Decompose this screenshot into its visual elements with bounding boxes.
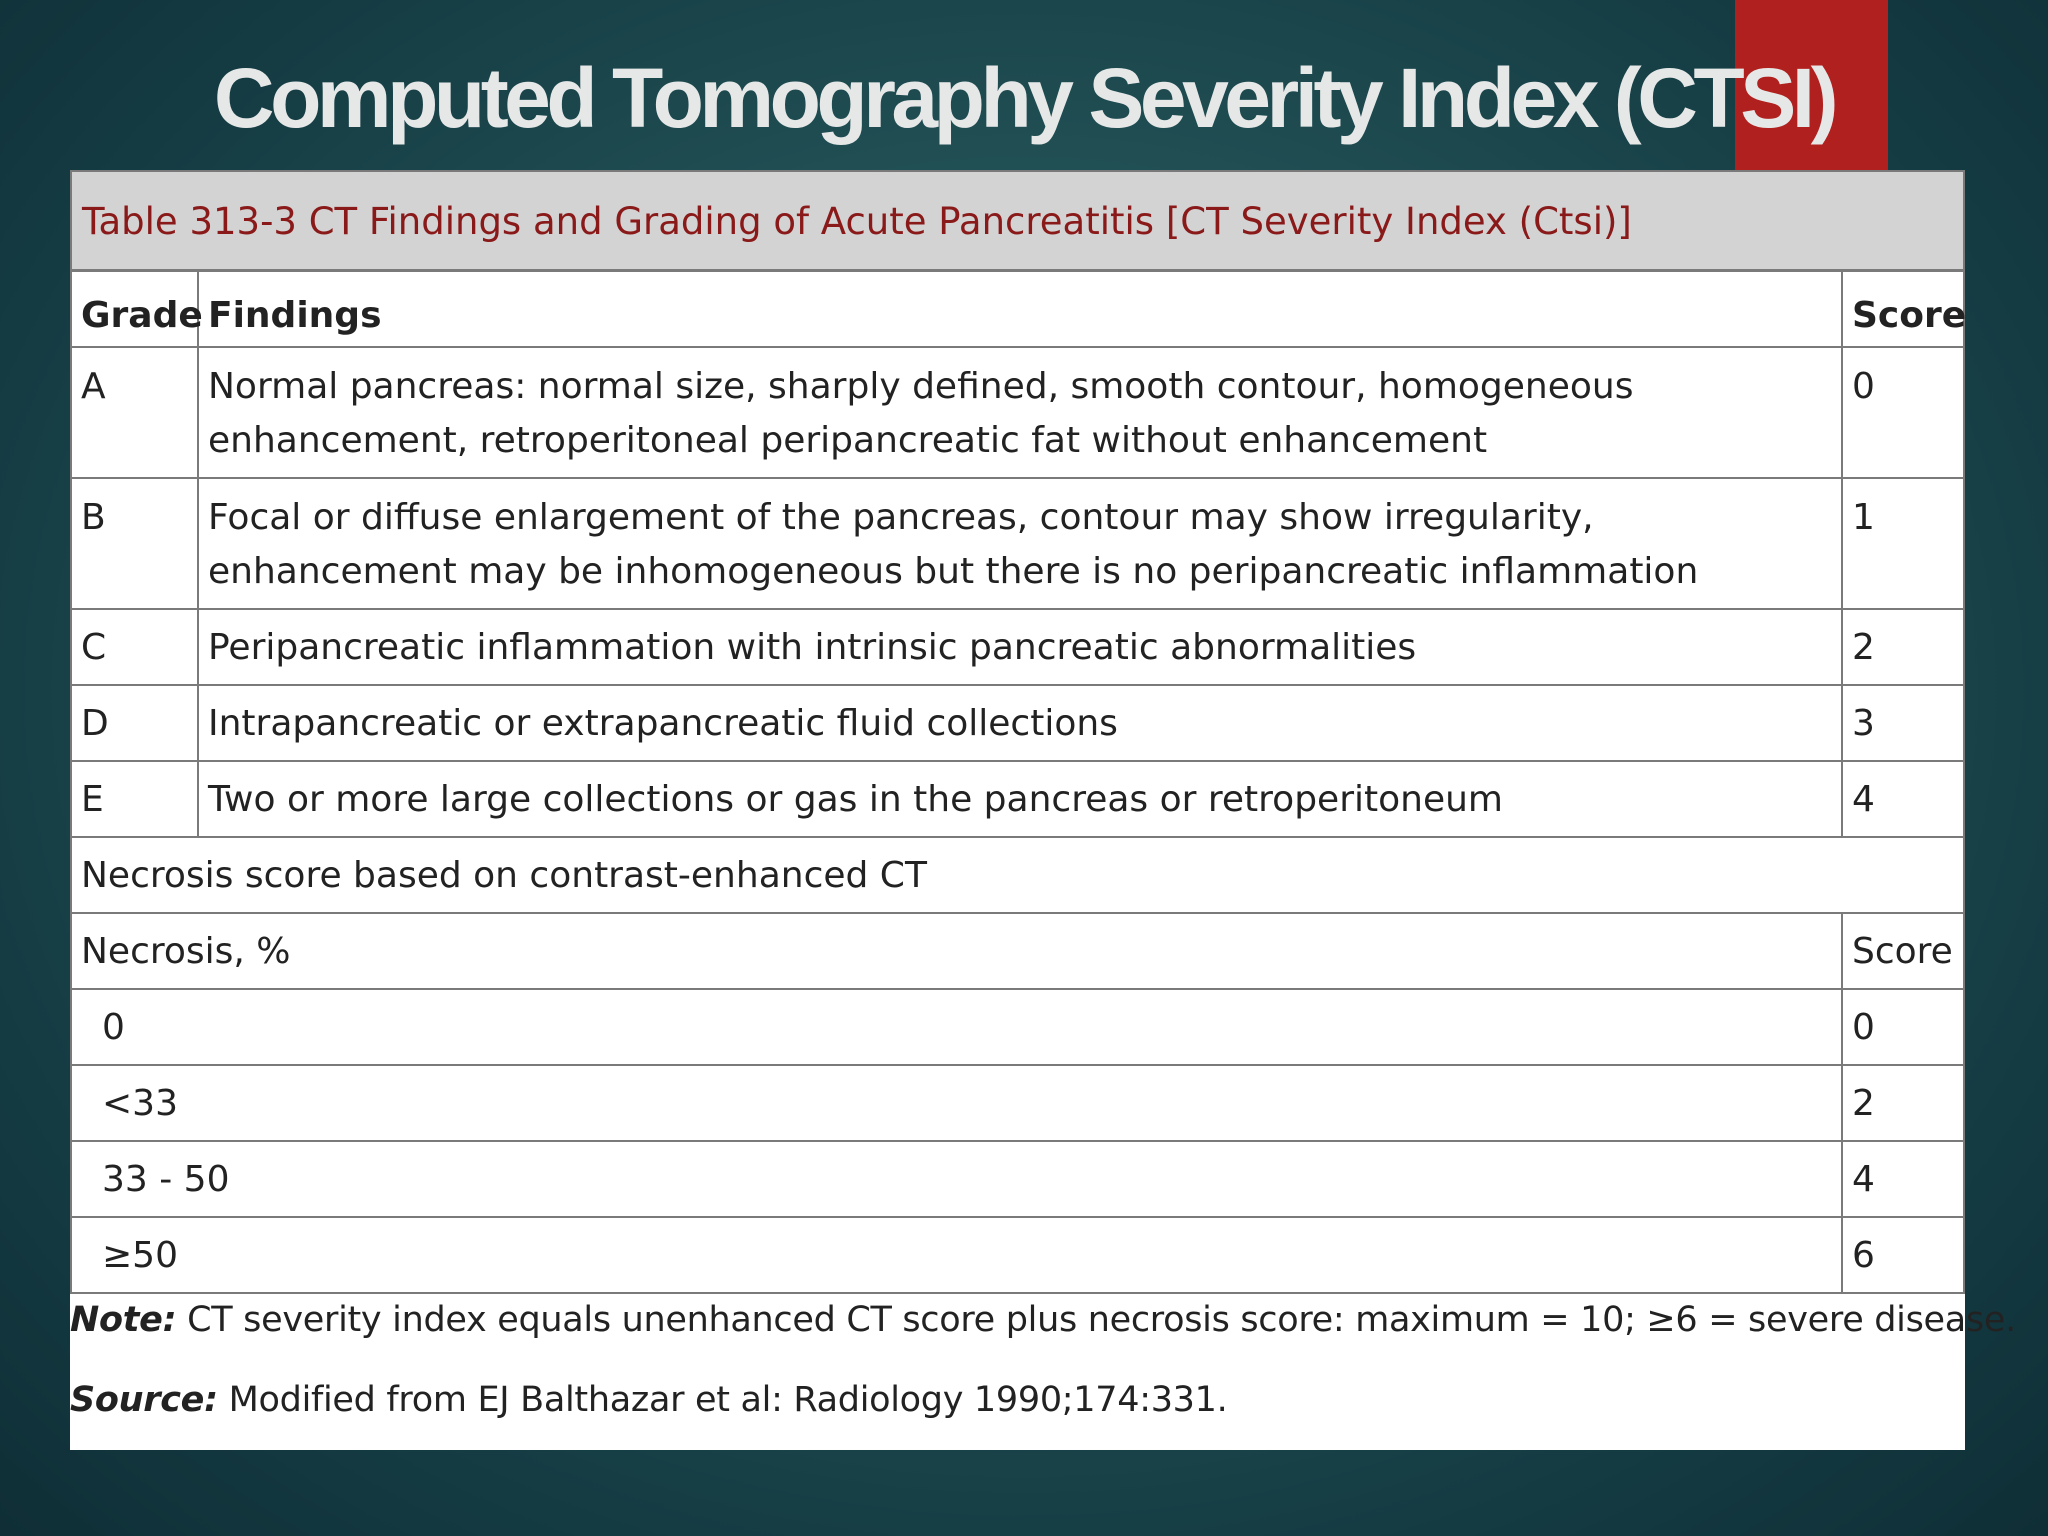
grade-header-row (71, 271, 1964, 347)
necrosis-header: Necrosis, % (71, 913, 1842, 989)
necrosis-score-header: Score (1842, 913, 1964, 989)
table-caption: Table 313-3 CT Findings and Grading of Acute Pancreatitis [CT Severity Index (Ctsi)] (70, 170, 1965, 270)
grade-cell: D (71, 685, 198, 761)
necrosis-percent-cell: 33 - 50 (71, 1141, 1842, 1217)
table-row (71, 1065, 1964, 1141)
finding-cell: Normal pancreas: normal size, sharply defined, smooth contour, homogeneous enhancement, retroperitoneal peripancreatic fat without enhancement (198, 347, 1842, 478)
note-line (70, 1300, 2016, 1340)
necrosis-section-label: Necrosis score based on contrast-enhanced CT (71, 837, 1964, 913)
score-header: Score (1842, 271, 1964, 347)
necrosis-percent-cell: ≥50 (71, 1217, 1842, 1293)
ctsi-table (70, 270, 1965, 1294)
findings-header: Findings (198, 271, 1842, 347)
necrosis-score-cell: 4 (1842, 1141, 1964, 1217)
table-row (71, 609, 1964, 685)
source-text: Modified from EJ Balthazar et al: Radiology 1990;174:331. (217, 1380, 1228, 1420)
grade-cell: B (71, 478, 198, 609)
score-cell: 4 (1842, 761, 1964, 837)
necrosis-score-cell: 6 (1842, 1217, 1964, 1293)
score-cell: 3 (1842, 685, 1964, 761)
slide-title: Computed Tomography Severity Index (CTSI) (213, 51, 1835, 145)
necrosis-header-row (71, 913, 1964, 989)
table-row (71, 1217, 1964, 1293)
table-row (71, 761, 1964, 837)
necrosis-percent-cell: 0 (71, 989, 1842, 1065)
table-row (71, 1141, 1964, 1217)
grade-cell: E (71, 761, 198, 837)
score-cell: 1 (1842, 478, 1964, 609)
necrosis-percent-cell: <33 (71, 1065, 1842, 1141)
necrosis-score-cell: 0 (1842, 989, 1964, 1065)
table-panel (70, 170, 2016, 1450)
grade-header: Grade (71, 271, 198, 347)
source-line (70, 1380, 1227, 1420)
source-label: Source: (70, 1380, 218, 1420)
grade-cell: C (71, 609, 198, 685)
table-row (71, 347, 1964, 478)
finding-cell: Focal or diffuse enlargement of the pancreas, contour may show irregularity, enhancement may be inhomogeneous but there is no peripancreatic inflammation (198, 478, 1842, 609)
necrosis-score-cell: 2 (1842, 1065, 1964, 1141)
note-label: Note: (70, 1300, 177, 1340)
table-row (71, 478, 1964, 609)
finding-cell: Intrapancreatic or extrapancreatic fluid collections (198, 685, 1842, 761)
score-cell: 2 (1842, 609, 1964, 685)
table-row (71, 685, 1964, 761)
grade-cell: A (71, 347, 198, 478)
score-cell: 0 (1842, 347, 1964, 478)
finding-cell: Peripancreatic inflammation with intrinsic pancreatic abnormalities (198, 609, 1842, 685)
finding-cell: Two or more large collections or gas in the pancreas or retroperitoneum (198, 761, 1842, 837)
note-text: CT severity index equals unenhanced CT score plus necrosis score: maximum = 10; ≥6 = severe disease. (176, 1300, 2016, 1340)
table-row (71, 989, 1964, 1065)
necrosis-section-row (71, 837, 1964, 913)
